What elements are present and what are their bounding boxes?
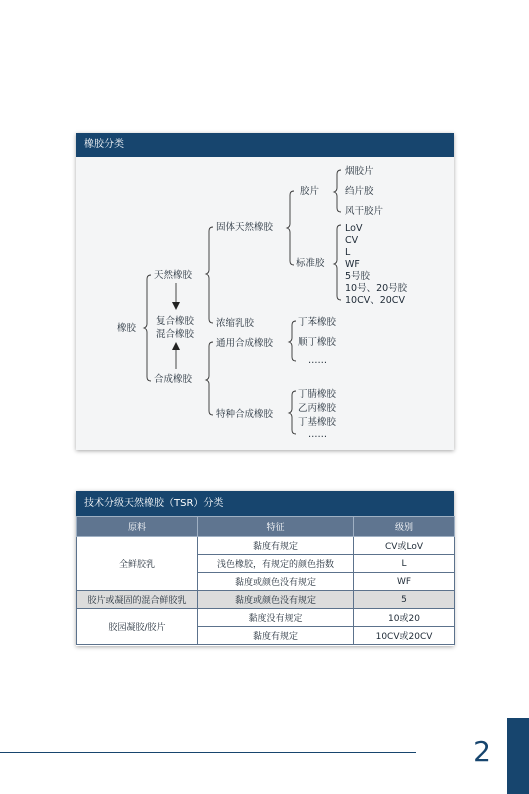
standard-item: L xyxy=(345,247,351,258)
brace-solid-natural xyxy=(287,191,294,265)
node-synthetic-rubber: 合成橡胶 xyxy=(154,374,193,385)
brace-natural xyxy=(206,227,213,323)
standard-item: CV xyxy=(345,235,359,246)
feature-cell: 黏度或颜色没有规定 xyxy=(198,591,354,609)
standard-item: WF xyxy=(345,259,360,270)
general-synthetic-item: 丁苯橡胶 xyxy=(298,317,337,328)
standard-item: 5号胶 xyxy=(345,271,371,282)
grade-cell: CV或LoV xyxy=(354,537,455,555)
header-material: 原料 xyxy=(77,517,198,537)
sheet-item: 绉片胶 xyxy=(345,186,374,197)
general-synthetic-item: …… xyxy=(308,355,327,366)
standard-item: 10CV、20CV xyxy=(345,295,405,306)
classification-tree xyxy=(76,133,454,450)
special-synthetic-item: …… xyxy=(308,429,327,440)
node-concentrated-latex: 浓缩乳胶 xyxy=(216,318,255,329)
grade-cell: 5 xyxy=(354,591,455,609)
classification-title: 橡胶分类 xyxy=(76,133,454,157)
node-natural-rubber: 天然橡胶 xyxy=(154,270,193,281)
sheet-item: 风干胶片 xyxy=(345,206,384,217)
material-cell: 胶片或凝固的混合鲜胶乳 xyxy=(77,591,198,609)
node-sheet-rubber: 胶片 xyxy=(300,186,320,197)
table-header-row xyxy=(77,517,455,537)
grade-cell: L xyxy=(354,555,455,573)
material-cell: 胶园凝胶/胶片 xyxy=(77,609,198,645)
node-special-synthetic: 特种合成橡胶 xyxy=(216,409,274,420)
tsr-table-title: 技术分级天然橡胶（TSR）分类 xyxy=(76,491,454,516)
node-general-synthetic: 通用合成橡胶 xyxy=(216,338,274,349)
node-compound-rubber: 复合橡胶 xyxy=(156,316,195,327)
brace-special-synthetic xyxy=(289,391,296,434)
material-cell: 全鲜胶乳 xyxy=(77,537,198,591)
page-number: 2 xyxy=(473,735,491,768)
node-solid-natural-rubber: 固体天然橡胶 xyxy=(216,222,274,233)
node-mixed-rubber: 混合橡胶 xyxy=(156,329,195,340)
general-synthetic-item: 顺丁橡胶 xyxy=(298,337,337,348)
standard-item: 10号、20号胶 xyxy=(345,283,408,294)
arrow-up-icon xyxy=(172,342,180,350)
grade-cell: WF xyxy=(354,573,455,591)
arrow-down-icon xyxy=(172,302,180,310)
special-synthetic-item: 丁腈橡胶 xyxy=(298,389,337,400)
feature-cell: 黏度或颜色没有规定 xyxy=(198,573,354,591)
grade-cell: 10CV或20CV xyxy=(354,627,455,645)
grade-cell: 10或20 xyxy=(354,609,455,627)
special-synthetic-item: 乙丙橡胶 xyxy=(298,403,337,414)
feature-cell: 浅色橡胶，有规定的颜色指数 xyxy=(198,555,354,573)
table-row xyxy=(77,591,455,609)
rubber-classification-panel xyxy=(76,133,454,450)
feature-cell: 黏度没有规定 xyxy=(198,609,354,627)
tsr-table xyxy=(76,516,455,645)
feature-cell: 黏度有规定 xyxy=(198,537,354,555)
brace-synthetic xyxy=(206,342,213,415)
footer-rule xyxy=(0,752,416,753)
node-standard-rubber: 标准胶 xyxy=(296,258,325,269)
table-row xyxy=(77,609,455,627)
header-grade: 级别 xyxy=(354,517,455,537)
brace-sheet xyxy=(334,170,341,212)
table-row xyxy=(77,537,455,555)
feature-cell: 黏度有规定 xyxy=(198,627,354,645)
special-synthetic-item: 丁基橡胶 xyxy=(298,417,337,428)
node-rubber: 橡胶 xyxy=(117,323,137,334)
sheet-item: 烟胶片 xyxy=(345,166,374,177)
brace-root xyxy=(144,275,151,381)
header-feature: 特征 xyxy=(198,517,354,537)
page-side-tab xyxy=(507,718,529,794)
standard-item: LoV xyxy=(345,223,363,234)
brace-standard xyxy=(334,225,341,300)
brace-general-synthetic xyxy=(289,321,296,361)
tsr-table-panel xyxy=(76,491,454,646)
